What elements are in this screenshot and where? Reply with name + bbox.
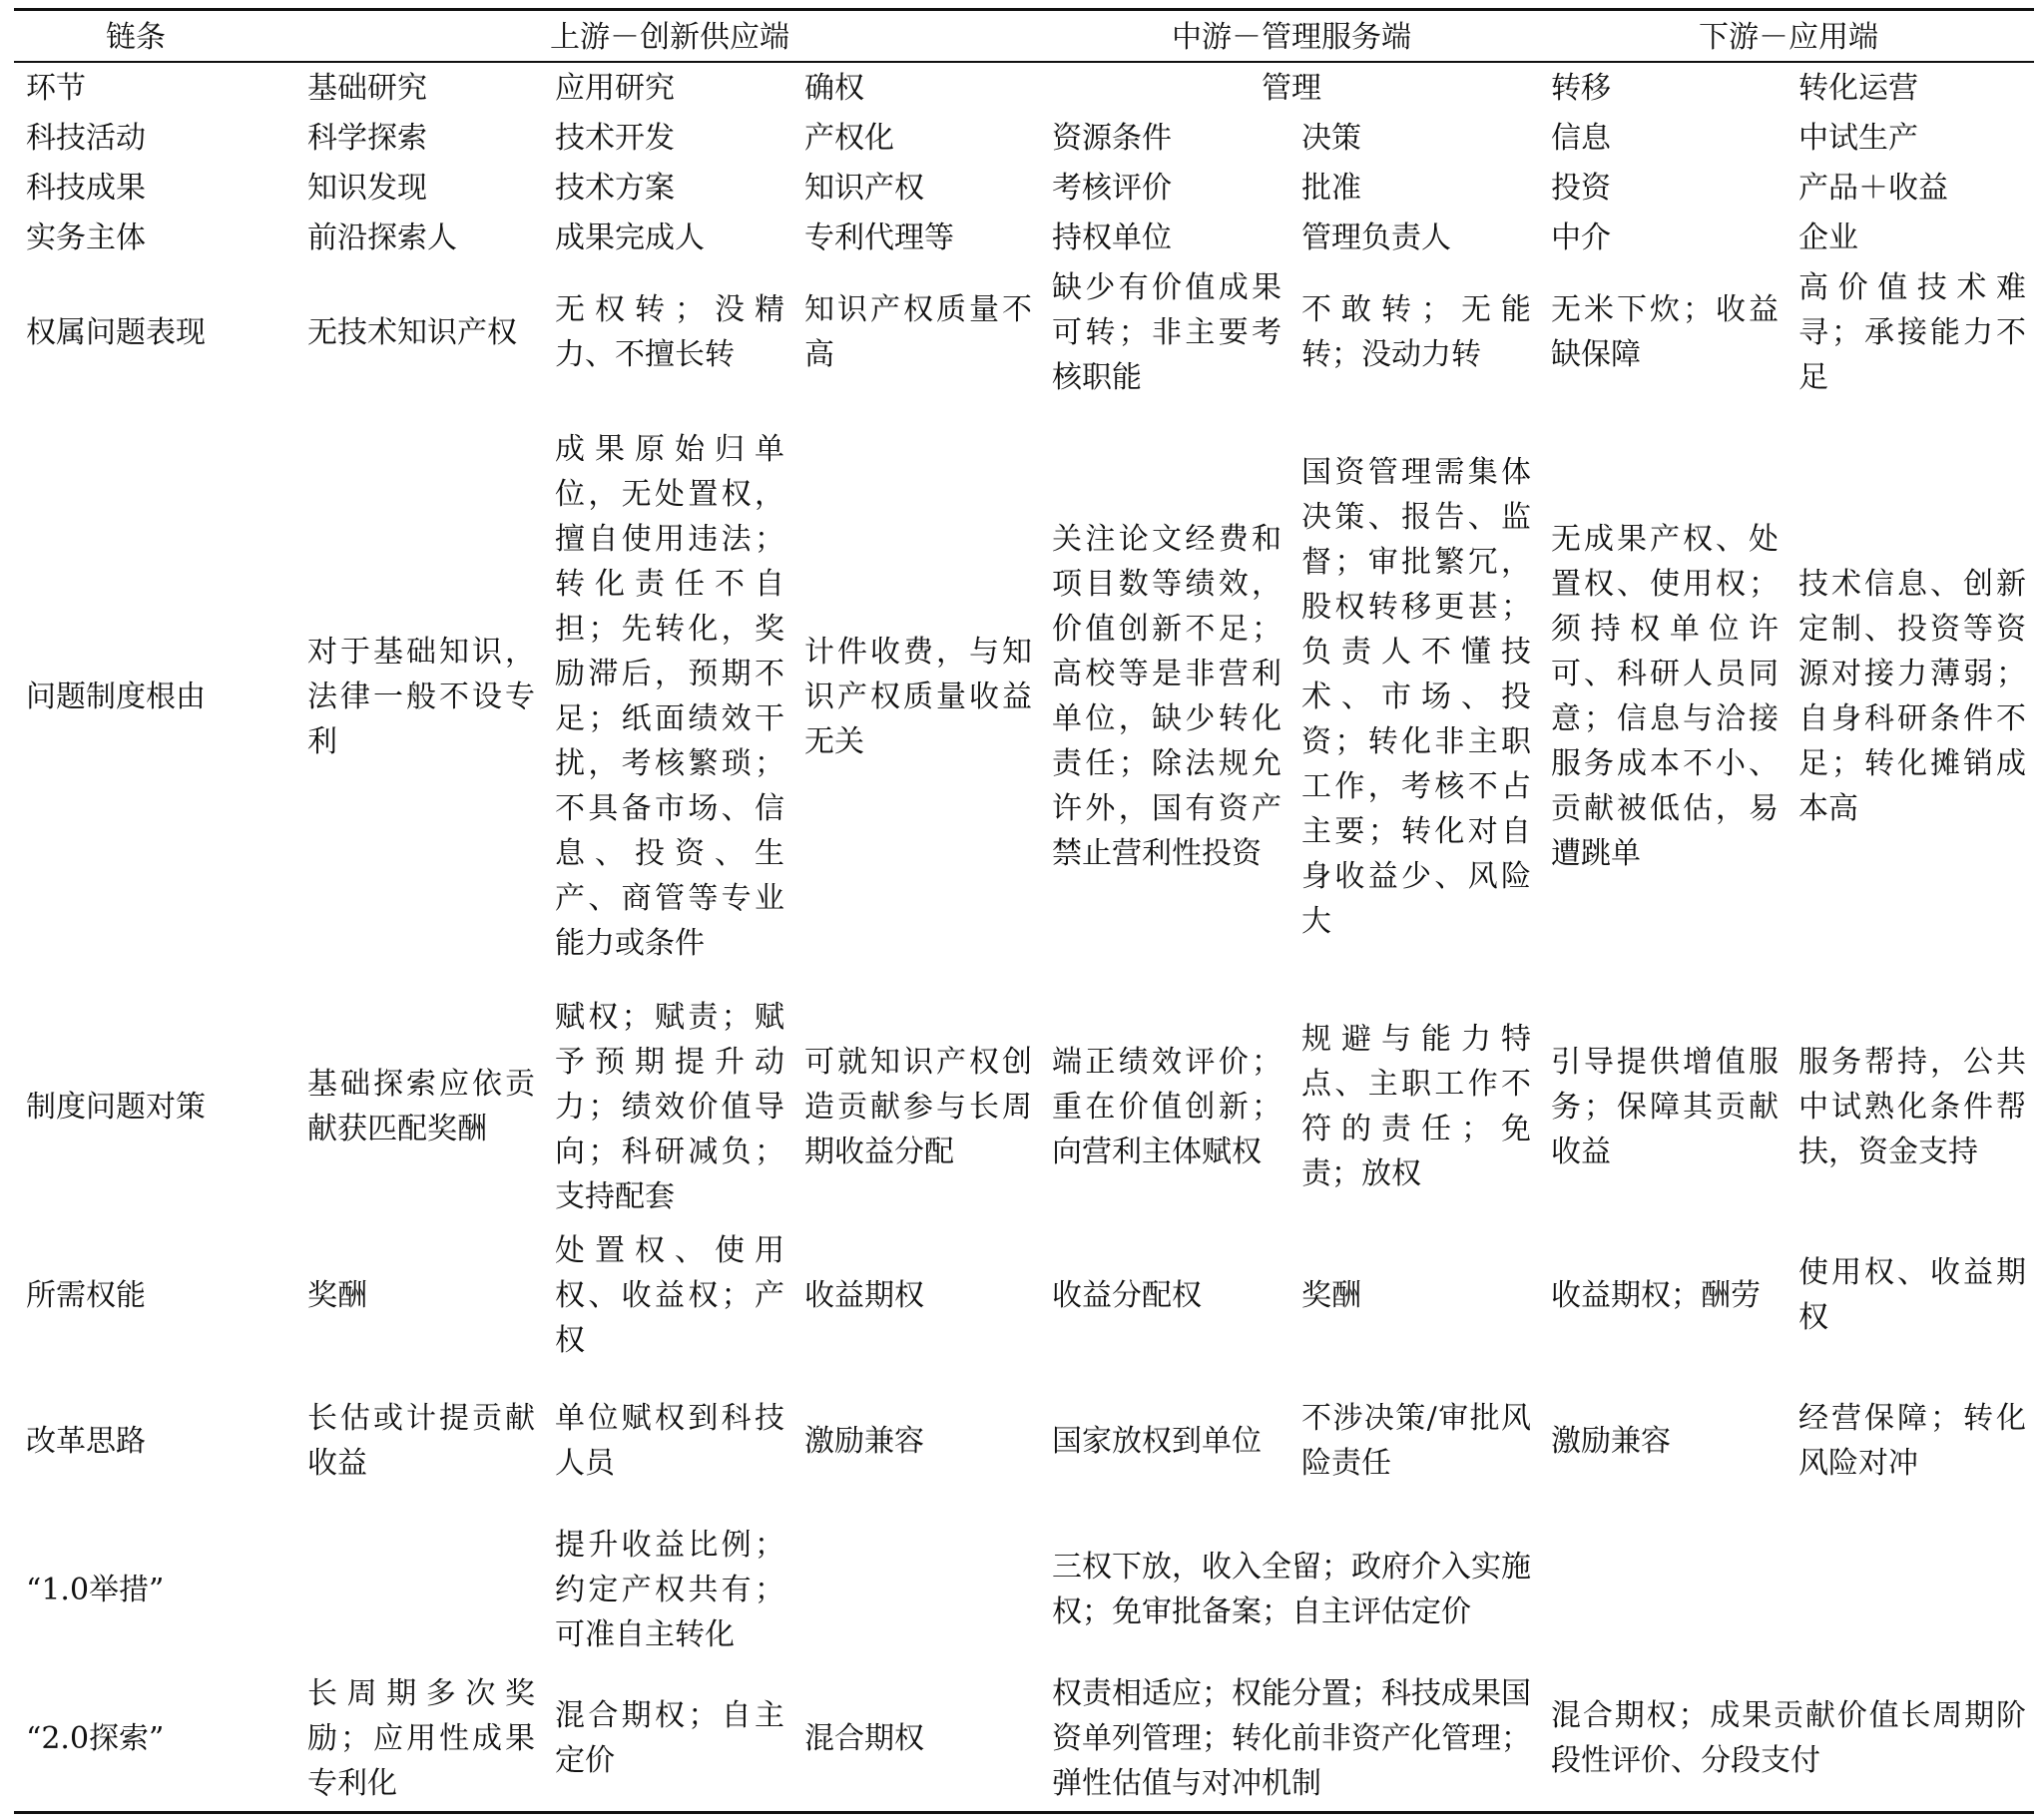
cell: 考核评价 (1052, 170, 1173, 206)
cell: 规避与能力特点、主职工作不符的责任；免责；放权 (1301, 1022, 1532, 1191)
cell: 长估或计提贡献收益 (307, 1401, 535, 1481)
cell: 产权化 (804, 120, 894, 156)
cell: 中试生产 (1798, 120, 1919, 156)
cell: 资源条件 (1052, 120, 1173, 156)
cell: 长周期多次奖励；应用性成果专利化 (295, 1665, 543, 1813)
cell: 中介 (1551, 220, 1612, 255)
cell: 科学探索 (307, 120, 427, 156)
cell: 高价值技术难寻；承接能力不足 (1798, 269, 2027, 395)
cell: 赋权；赋责；赋予预期提升动力；绩效价值导向；科研减负；支持配套 (555, 999, 784, 1214)
header-row (14, 10, 2034, 63)
cell: 混合期权；成果贡献价值长周期阶段性评价、分段支付 (1539, 1665, 2034, 1813)
cell: 产品＋收益 (1798, 170, 1949, 206)
row-label: 问题制度根由 (26, 679, 206, 714)
cell: 国家放权到单位 (1052, 1423, 1263, 1459)
row-result (14, 163, 2034, 213)
row-root (14, 402, 2034, 991)
cell: 技术方案 (555, 170, 675, 206)
cell: 奖酬 (1301, 1277, 1362, 1313)
cell: 使用权、收益期权 (1798, 1255, 2027, 1335)
cell: 投资 (1551, 170, 1612, 206)
cell: 混合期权 (792, 1665, 1040, 1813)
cell: 国资管理需集体决策、报告、监督；审批繁冗，股权转移更甚；负责人不懂技术、市场、投资；转化非主职工作，考核不占主要；转化对自身收益少、风险大 (1301, 454, 1532, 939)
cell: 收益分配权 (1052, 1277, 1203, 1313)
row-v1 (14, 1514, 2034, 1665)
cell: 无权转；没精力、不擅长转 (555, 292, 784, 372)
header-midstream: 中游－管理服务端 (1040, 10, 1539, 63)
cell: 知识产权 (804, 170, 924, 206)
cell: 激励兼容 (1551, 1423, 1672, 1459)
row-label: 所需权能 (26, 1277, 146, 1313)
cell: 成果原始归单位，无处置权，擅自使用违法；转化责任不自担；先转化，奖励滞后，预期不足；纸面绩效干扰，考核繁琐；不具备市场、信息、投资、生产、商管等专业能力或条件 (555, 432, 784, 961)
cell: 激励兼容 (804, 1423, 924, 1459)
row-v2 (14, 1665, 2034, 1813)
cell: 三权下放，收入全留；政府介入实施权；免审批备案；自主评估定价 (1052, 1550, 1532, 1629)
cell: 权责相适应；权能分置；科技成果国资单列管理；转化前非资产化管理；弹性估值与对冲机制 (1040, 1665, 1539, 1813)
cell: 转移 (1551, 70, 1612, 106)
cell: 知识发现 (307, 170, 427, 206)
cell: 处置权、使用权、收益权；产权 (555, 1232, 784, 1358)
cell: 知识产权质量不高 (804, 292, 1033, 372)
cell: 奖酬 (307, 1277, 367, 1313)
cell: 计件收费，与知识产权质量收益无关 (804, 634, 1033, 759)
cell: 对于基础知识，法律一般不设专利 (307, 634, 535, 759)
cell: 持权单位 (1052, 220, 1173, 255)
policy-table (14, 8, 2034, 1814)
cell: 技术开发 (555, 120, 675, 156)
cell: 转化运营 (1798, 70, 1919, 106)
cell: 端正绩效评价；重在价值创新；向营利主体赋权 (1052, 1044, 1282, 1169)
row-reform (14, 1368, 2034, 1514)
cell: 成果完成人 (555, 220, 705, 255)
row-power (14, 1222, 2034, 1368)
header-chain: 链条 (14, 10, 295, 63)
cell: 决策 (1301, 120, 1362, 156)
cell: 关注论文经费和项目数等绩效，价值创新不足；高校等是非营利单位，缺少转化责任；除法规允许外，国有资产禁止营利性投资 (1052, 522, 1282, 871)
cell: 提升收益比例；约定产权共有；可准自主转化 (555, 1527, 784, 1652)
row-label: 制度问题对策 (26, 1089, 206, 1125)
cell: 不敢转；无能转；没动力转 (1301, 292, 1532, 372)
cell: 收益期权 (804, 1277, 924, 1313)
cell: 确权 (804, 70, 864, 106)
cell (792, 1514, 1040, 1665)
header-upstream: 上游－创新供应端 (295, 10, 1040, 63)
row-label: “2.0探索” (14, 1665, 295, 1813)
cell: 基础研究 (307, 70, 427, 106)
cell: 无技术知识产权 (307, 314, 517, 350)
cell: 批准 (1301, 170, 1362, 206)
cell: 可就知识产权创造贡献参与长周期收益分配 (804, 1044, 1033, 1169)
cell: 应用研究 (555, 70, 675, 106)
cell: 信息 (1551, 120, 1612, 156)
row-activity (14, 113, 2034, 163)
cell: 缺少有价值成果可转；非主要考核职能 (1052, 269, 1282, 395)
header-downstream: 下游－应用端 (1539, 10, 2034, 63)
row-label: 改革思路 (26, 1423, 146, 1459)
row-problem (14, 262, 2034, 402)
row-subject (14, 213, 2034, 262)
cell: 技术信息、创新定制、投资等资源对接力薄弱；自身科研条件不足；转化摊销成本高 (1798, 567, 2027, 826)
cell: 经营保障；转化风险对冲 (1798, 1401, 2027, 1481)
cell (1539, 1514, 2034, 1665)
cell: 服务帮持，公共中试熟化条件帮扶，资金支持 (1798, 1044, 2027, 1169)
cell: 管理 (1262, 70, 1322, 106)
row-label: “1.0举措” (26, 1572, 165, 1607)
cell: 基础探索应依贡献获匹配奖酬 (307, 1067, 535, 1146)
cell: 专利代理等 (804, 220, 954, 255)
cell: 收益期权；酬劳 (1551, 1277, 1762, 1313)
row-label: 权属问题表现 (26, 314, 206, 350)
row-link (14, 62, 2034, 113)
row-label: 环节 (26, 70, 86, 106)
cell: 无成果产权、处置权、使用权；须持权单位许可、科研人员同意；信息与洽接服务成本不小、贡献被低估，易遭跳单 (1551, 522, 1780, 871)
row-measure (14, 991, 2034, 1222)
cell: 前沿探索人 (307, 220, 457, 255)
row-label: 实务主体 (26, 220, 146, 255)
cell: 企业 (1798, 220, 1859, 255)
cell: 不涉决策/审批风险责任 (1301, 1401, 1532, 1481)
cell: 引导提供增值服务；保障其贡献收益 (1551, 1044, 1780, 1169)
cell: 管理负责人 (1301, 220, 1452, 255)
cell (295, 1514, 543, 1665)
cell: 单位赋权到科技人员 (555, 1401, 784, 1481)
cell: 混合期权；自主定价 (543, 1665, 792, 1813)
row-label: 科技活动 (26, 120, 146, 156)
row-label: 科技成果 (26, 170, 146, 206)
cell: 无米下炊；收益缺保障 (1551, 292, 1780, 372)
